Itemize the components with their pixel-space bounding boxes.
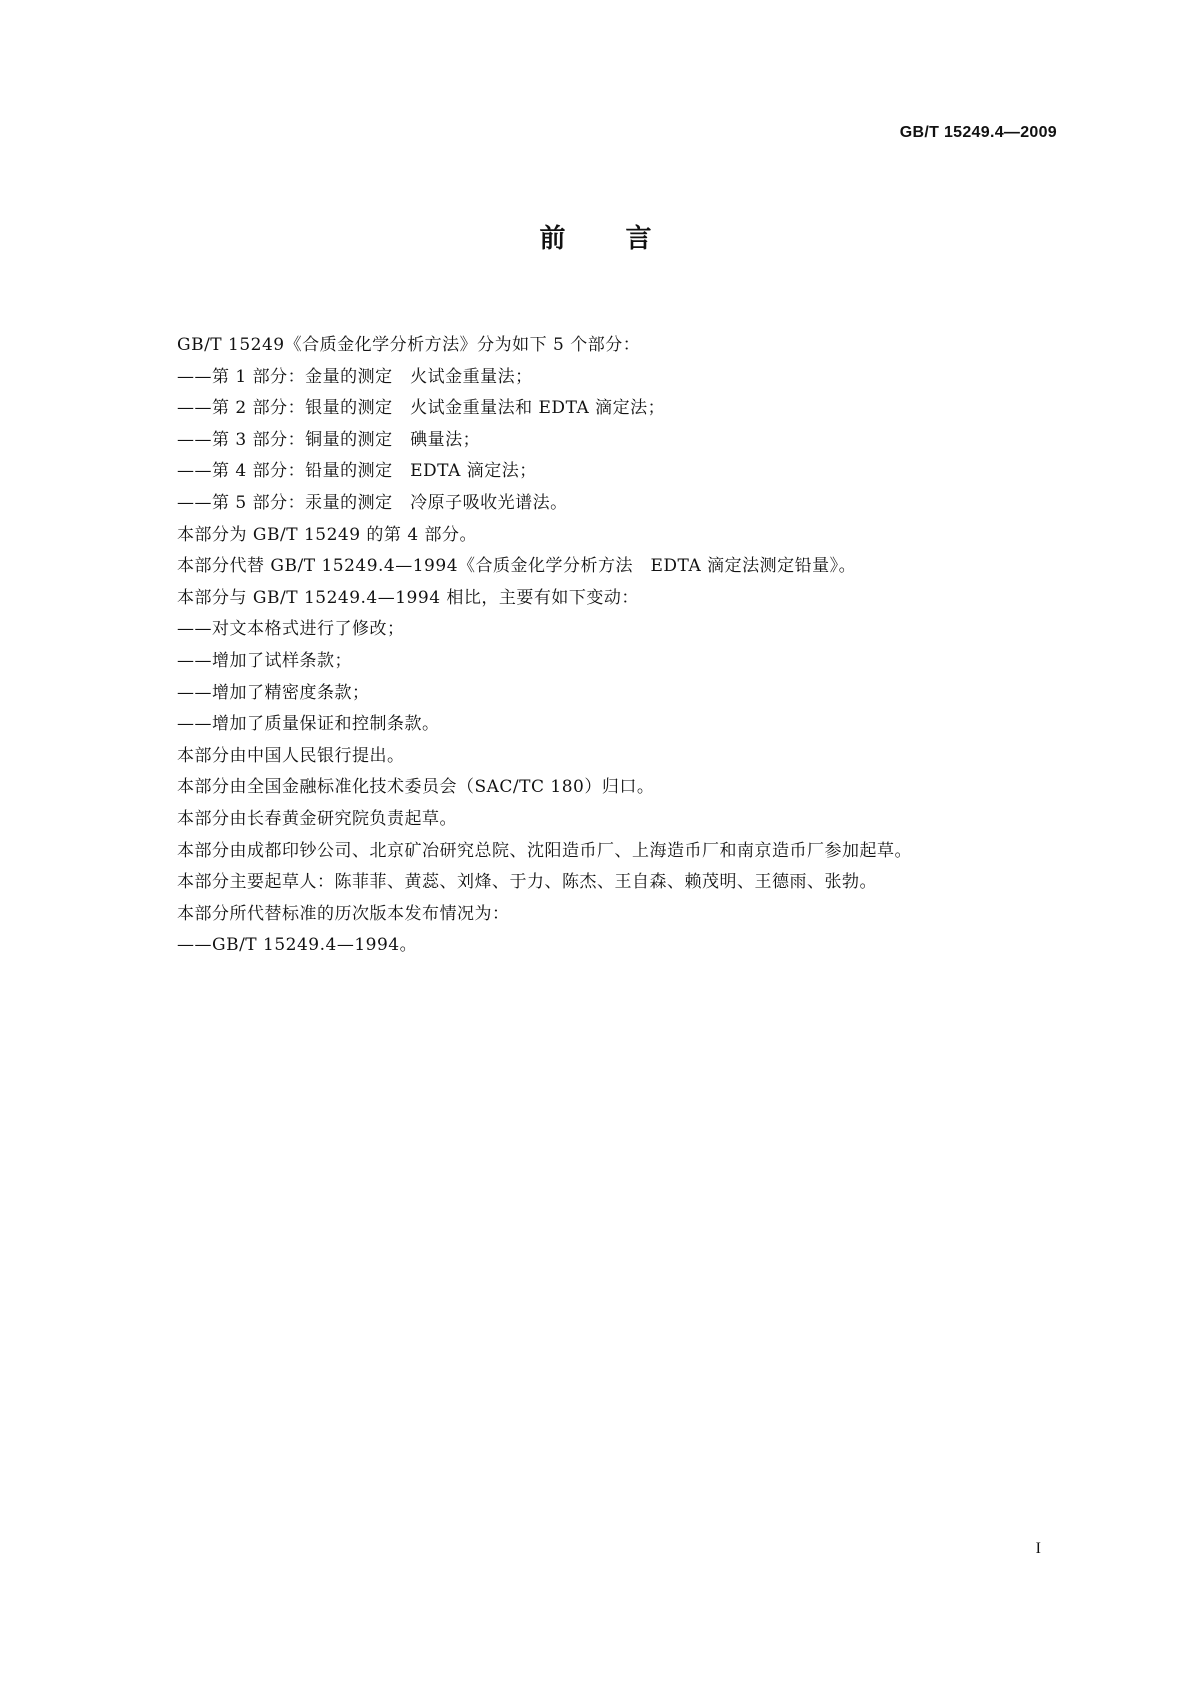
list-item-change-3: ——增加了精密度条款； bbox=[177, 682, 370, 703]
paragraph-drafted-by: 本部分由长春黄金研究院负责起草。 bbox=[177, 808, 457, 829]
paragraph-parts-intro: GB/T 15249《合质金化学分析方法》分为如下 5 个部分： bbox=[177, 335, 641, 355]
list-item-part-5: ——第 5 部分：汞量的测定 冷原子吸收光谱法。 bbox=[177, 492, 568, 513]
paragraph-this-part: 本部分为 GB/T 15249 的第 4 部分。 bbox=[177, 524, 478, 545]
list-item-part-1: ——第 1 部分：金量的测定 火试金重量法； bbox=[177, 366, 533, 387]
paragraph-participating-drafters: 本部分由成都印钞公司、北京矿冶研究总院、沈阳造币厂、上海造币厂和南京造币厂参加起草。 bbox=[177, 840, 912, 861]
paragraph-main-drafters: 本部分主要起草人：陈菲菲、黄蕊、刘烽、于力、陈杰、王自森、赖茂明、王德雨、张勃。 bbox=[177, 872, 877, 893]
list-item-part-2: ——第 2 部分：银量的测定 火试金重量法和 EDTA 滴定法； bbox=[177, 398, 666, 419]
paragraph-proposed-by: 本部分由中国人民银行提出。 bbox=[177, 745, 405, 766]
list-item-change-2: ——增加了试样条款； bbox=[177, 650, 352, 671]
paragraph-under-jurisdiction: 本部分由全国金融标准化技术委员会（SAC/TC 180）归口。 bbox=[177, 777, 655, 798]
page-number: I bbox=[1035, 1540, 1041, 1557]
list-item-previous-edition: ——GB/T 15249.4—1994。 bbox=[177, 935, 418, 956]
paragraph-changes-intro: 本部分与 GB/T 15249.4—1994 相比，主要有如下变动： bbox=[177, 587, 639, 608]
page-title: 前言 bbox=[539, 224, 712, 254]
standard-number: GB/T 15249.4—2009 bbox=[899, 124, 1057, 141]
paragraph-replaces: 本部分代替 GB/T 15249.4—1994《合质金化学分析方法 EDTA 滴定法测定铅量》。 bbox=[177, 556, 857, 577]
list-item-part-4: ——第 4 部分：铅量的测定 EDTA 滴定法； bbox=[177, 461, 537, 482]
foreword-body bbox=[177, 330, 1057, 962]
list-item-part-3: ——第 3 部分：铜量的测定 碘量法； bbox=[177, 429, 481, 450]
list-item-change-4: ——增加了质量保证和控制条款。 bbox=[177, 714, 440, 735]
paragraph-previous-editions: 本部分所代替标准的历次版本发布情况为： bbox=[177, 903, 510, 924]
list-item-change-1: ——对文本格式进行了修改； bbox=[177, 619, 405, 640]
